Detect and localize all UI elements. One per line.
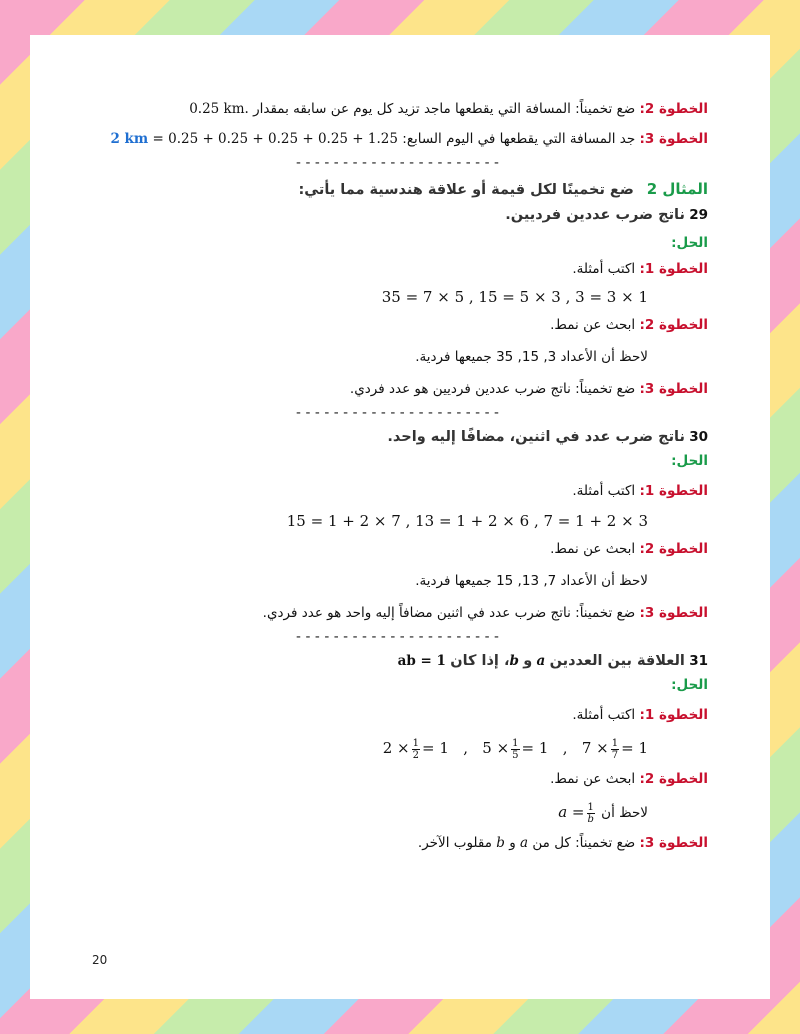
solution-text: الحل: <box>671 453 708 469</box>
solution-label <box>148 449 708 473</box>
question-number: 31 <box>689 653 708 669</box>
example-right: = 1 <box>421 739 449 757</box>
step-label: الخطوة 1: <box>639 261 708 277</box>
fraction-denominator: b <box>587 813 594 825</box>
solution-text: الحل: <box>671 677 708 693</box>
step-text: مقلوب الآخر. <box>417 835 492 851</box>
pattern-note <box>148 345 648 369</box>
question-text: العلاقة بين العددين <box>549 653 685 669</box>
step-3-line <box>148 601 708 625</box>
distance-increment: 0.25 km. <box>189 101 249 117</box>
page-number: 20 <box>92 953 108 967</box>
step-label: الخطوة 3: <box>639 605 708 621</box>
step-text: ابحث عن نمط. <box>550 541 636 557</box>
step-text: ضع تخميناً: ناتج ضرب عددين فرديين هو عدد فردي. <box>349 381 636 397</box>
example-title: ضع تخمينًا لكل قيمة أو علاقة هندسية مما يأتي: <box>298 182 634 198</box>
step-2-line <box>148 313 708 337</box>
example-label: المثال 2 <box>646 180 708 198</box>
separator: , <box>463 739 468 757</box>
step-label: الخطوة 2: <box>639 101 708 117</box>
fraction <box>587 802 595 825</box>
content <box>110 97 708 855</box>
examples-equations: 3 × 2 + 1 = 7 , 6 × 2 + 1 = 13 , 7 × 2 + 1 = 15 <box>286 512 648 530</box>
step-label: الخطوة 2: <box>639 541 708 557</box>
question-text: ناتج ضرب عددين فرديين. <box>505 207 685 223</box>
step-label: الخطوة 3: <box>639 381 708 397</box>
note-text: لاحظ أن <box>601 805 648 821</box>
reciprocal-equation <box>558 795 597 829</box>
step-text: ضع تخميناً: المسافة التي يقطعها ماجد تزيد كل يوم عن سابقه بمقدار <box>253 101 636 117</box>
page <box>30 35 770 999</box>
example-left: 5 × <box>482 739 510 757</box>
divider-text: ---------------------- <box>294 629 502 645</box>
divider-text: ---------------------- <box>294 155 502 171</box>
step-text: جد المسافة التي يقطعها في اليوم السابع: <box>402 131 636 147</box>
distance-result: 2 km <box>110 131 149 147</box>
fraction-numerator: 1 <box>611 737 619 749</box>
question-number: 29 <box>689 207 708 223</box>
condition-prefix: ، إذا كان <box>450 653 510 669</box>
solution-text: الحل: <box>671 235 708 251</box>
divider-text: ---------------------- <box>294 405 502 421</box>
question-29 <box>148 203 708 227</box>
question-30 <box>148 425 708 449</box>
fraction-denominator: 7 <box>611 749 619 761</box>
solution-label <box>148 231 708 255</box>
step-label: الخطوة 2: <box>639 317 708 333</box>
variable-a: a <box>520 835 529 851</box>
examples-line <box>148 509 648 533</box>
example-2-header <box>148 175 708 203</box>
fraction-numerator: 1 <box>512 737 519 749</box>
step-3-line <box>148 831 708 855</box>
conjunction: و <box>523 653 533 669</box>
divider <box>148 401 648 425</box>
step-text: ابحث عن نمط. <box>550 317 636 333</box>
example-right: = 1 <box>621 739 648 757</box>
step-text: ابحث عن نمط. <box>550 771 636 787</box>
step-text: اكتب أمثلة. <box>572 707 636 723</box>
step-text: اكتب أمثلة. <box>572 483 636 499</box>
variable-b: b <box>509 653 519 669</box>
fraction <box>511 738 519 761</box>
fraction-denominator: 2 <box>412 749 419 761</box>
fraction <box>611 738 619 761</box>
question-text: ناتج ضرب عدد في اثنين، مضافًا إليه واحد. <box>387 429 685 445</box>
step-label: الخطوة 1: <box>639 707 708 723</box>
fraction-numerator: 1 <box>587 801 594 813</box>
step-3-line <box>110 127 708 151</box>
separator: , <box>562 739 568 757</box>
example-left: 2 × <box>382 739 410 757</box>
step-1-line <box>148 257 708 281</box>
step-2-line <box>148 537 708 561</box>
fraction-denominator: 5 <box>512 749 519 761</box>
step-label: الخطوة 3: <box>639 835 708 851</box>
variable-b: b <box>496 835 505 851</box>
step-text: اكتب أمثلة. <box>572 261 636 277</box>
step-1-line <box>148 703 708 727</box>
note-text: لاحظ أن الأعداد 7, 13, 15 جميعها فردية. <box>415 573 648 589</box>
example-left: 7 × <box>581 739 609 757</box>
step-2-line <box>148 767 708 791</box>
examples-line <box>148 731 648 765</box>
examples-line <box>148 285 648 309</box>
step-label: الخطوة 1: <box>639 483 708 499</box>
equation-lhs: a = <box>558 803 585 821</box>
note-text: لاحظ أن الأعداد 3, 15, 35 جميعها فردية. <box>415 349 648 365</box>
conjunction: و <box>509 835 516 851</box>
divider <box>148 625 648 649</box>
pattern-note <box>148 795 648 829</box>
solution-label <box>148 673 708 697</box>
step-text: ضع تخميناً: كل من <box>532 835 636 851</box>
divider <box>148 151 648 175</box>
examples-equations: 1 × 3 = 3 , 3 × 5 = 15 , 5 × 7 = 35 <box>381 288 648 306</box>
example-3 <box>581 737 648 761</box>
fraction-numerator: 1 <box>412 737 419 749</box>
fraction-examples <box>383 731 648 765</box>
step-label: الخطوة 2: <box>639 771 708 787</box>
example-1 <box>382 737 449 761</box>
condition-equation: ab = 1 <box>397 653 446 669</box>
distance-expression: = 0.25 + 0.25 + 0.25 + 0.25 + 1.25 <box>152 131 398 147</box>
fraction <box>412 738 420 761</box>
step-text: ضع تخميناً: ناتج ضرب عدد في اثنين مضافاً إليه واحد هو عدد فردي. <box>262 605 636 621</box>
step-1-line <box>148 479 708 503</box>
question-number: 30 <box>689 429 708 445</box>
distance-sum <box>110 127 398 151</box>
example-2 <box>482 737 549 761</box>
pattern-note <box>148 569 648 593</box>
question-31 <box>148 649 708 673</box>
step-2-line <box>148 97 708 121</box>
example-right: = 1 <box>521 739 549 757</box>
step-3-line <box>148 377 708 401</box>
variable-a: a <box>536 653 546 669</box>
step-label: الخطوة 3: <box>639 131 708 147</box>
